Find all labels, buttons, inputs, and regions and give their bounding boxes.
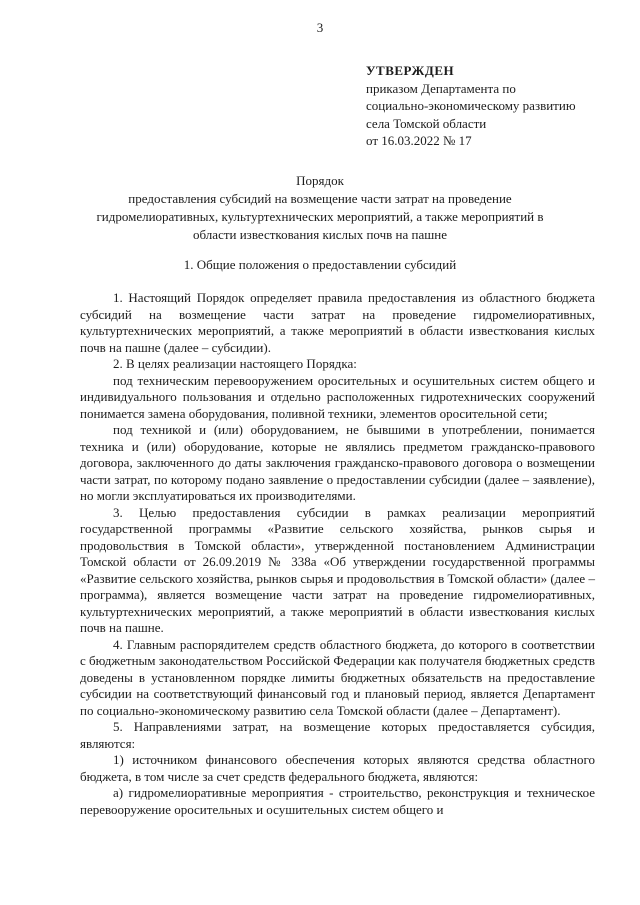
approval-line: приказом Департамента по: [366, 80, 516, 96]
heading-line: области известкования кислых почв на пашне: [193, 227, 447, 242]
heading-line: предоставления субсидий на возмещение части затрат на проведение: [128, 191, 512, 206]
paragraph: 5. Направлениями затрат, на возмещение которых предоставляется субсидия, являются:: [80, 719, 595, 751]
paragraph: 1) источником финансового обеспечения которых являются средства областного бюджета, в том числе за счет средств федерального бюджета, являются:: [80, 752, 595, 784]
approval-block: [366, 62, 626, 150]
document-title: Порядок: [296, 173, 344, 188]
paragraph: 2. В целях реализации настоящего Порядка:: [113, 356, 357, 371]
section-title: 1. Общие положения о предоставлении субсидий: [183, 257, 457, 272]
document-body: [80, 290, 595, 818]
page-number: 3: [316, 20, 324, 35]
paragraph: 4. Главным распорядителем средств областного бюджета, до которого в соответствии с бюджетным законодательством Российской Федерации как получателя бюджетных средств доведены в установленном порядке лимиты бюджетных обязательств на предоставление субсидии на соответствующий финансовый год и плановый период, является Департамент по социально-экономическому развитию села Томской области (далее – Департамент).: [80, 636, 595, 718]
approval-line: от 16.03.2022 № 17: [366, 133, 472, 148]
approval-label: УТВЕРЖДЕН: [366, 63, 455, 78]
approval-line: социально-экономическому развитию: [366, 98, 576, 113]
heading-line: гидромелиоративных, культуртехнических мероприятий, а также мероприятий в: [96, 209, 544, 224]
paragraph: а) гидромелиоративные мероприятия - строительство, реконструкция и техническое перевооружение оросительных и осушительных систем общего и: [80, 785, 595, 817]
approval-line: села Томской области: [366, 115, 487, 131]
paragraph: 3. Целью предоставления субсидии в рамках реализации мероприятий государственной программы «Развитие сельского хозяйства, рынков сырья и продовольствия в Томской области», утвержденной постановлением Администрации Томской области от 26.09.2019 № 338а «Об утверждении государственной программы «Развитие сельского хозяйства, рынков сырья и продовольствия в Томской области» (далее – программа), является возмещение части затрат на проведение гидромелиоративных, культуртехнических мероприятий, а также мероприятий в области известкования кислых почв на пашне.: [80, 504, 595, 635]
paragraph: под техническим перевооружением оросительных и осушительных систем общего и индивидуального пользования и отдельно расположенных гидротехнических сооружений понимается замена оборудования, поливной техники, элементов оросительной сети;: [80, 372, 595, 421]
paragraph: 1. Настоящий Порядок определяет правила предоставления из областного бюджета субсидий на возмещение части затрат на проведение гидромелиоративных, культуртехнических мероприятий, а также мероприятий в области известкования кислых почв на пашне (далее – субсидии).: [80, 290, 595, 355]
document-heading: [0, 172, 640, 244]
paragraph: под техникой и (или) оборудованием, не бывшими в употреблении, понимается техника и (или) оборудование, которые не являлись предметом гражданско-правового договора, заключенного до даты заключения гражданско-правового договора о возмещении части затрат, по которому подано заявление о предоставлении субсидии (далее – заявление), но могли эксплуатироваться их производителями.: [80, 422, 595, 503]
